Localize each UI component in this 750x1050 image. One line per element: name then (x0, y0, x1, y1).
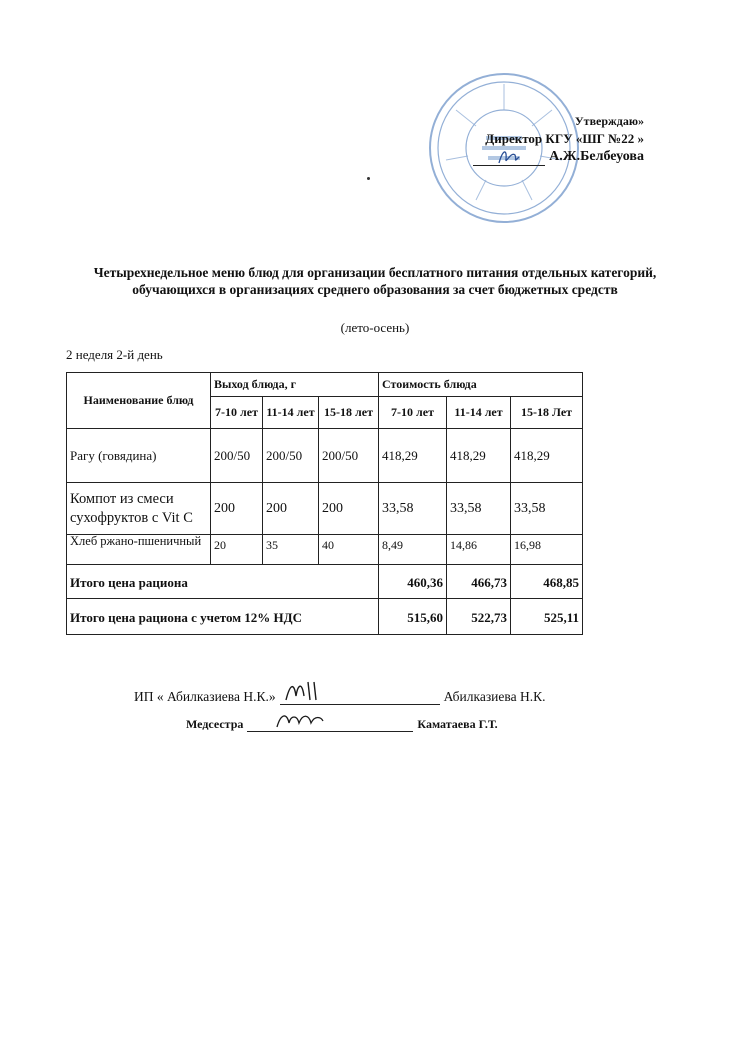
dish-name: Компот из смеси сухофруктов с Vit C (67, 483, 211, 535)
yield-cell: 200/50 (211, 429, 263, 483)
cost-cell: 418,29 (379, 429, 447, 483)
header-yield: Выход блюда, г (211, 373, 379, 397)
cost-cell: 8,49 (379, 535, 447, 565)
total-row (67, 565, 583, 599)
cost-cell: 33,58 (511, 483, 583, 535)
season-subtitle: (лето-осень) (340, 320, 410, 335)
cost-cell: 33,58 (379, 483, 447, 535)
total-vat-value: 522,73 (447, 599, 511, 635)
yield-cell: 20 (211, 535, 263, 565)
menu-table (66, 372, 583, 635)
header-age: 15-18 лет (319, 397, 379, 429)
dish-name: Хлеб ржано-пшеничный (67, 535, 211, 565)
header-age: 7-10 лет (211, 397, 263, 429)
approval-label: Утверждаю» (574, 114, 644, 128)
total-vat-row (67, 599, 583, 635)
table-row (67, 535, 583, 565)
week-day-label: 2 неделя 2-й день (66, 347, 163, 362)
yield-cell: 200 (319, 483, 379, 535)
dish-name: Рагу (говядина) (67, 429, 211, 483)
cost-cell: 33,58 (447, 483, 511, 535)
ip-label: ИП « Абилказиева Н.К.» (134, 689, 276, 704)
total-value: 468,85 (511, 565, 583, 599)
yield-cell: 35 (263, 535, 319, 565)
ip-signature-line (134, 688, 545, 705)
nurse-signature-line (186, 717, 498, 732)
director-name: А.Ж.Белбеуова (549, 149, 644, 164)
header-age: 15-18 Лет (511, 397, 583, 429)
header-age: 11-14 лет (263, 397, 319, 429)
director-signature (473, 151, 545, 166)
cost-cell: 418,29 (511, 429, 583, 483)
yield-cell: 200/50 (319, 429, 379, 483)
cost-cell: 418,29 (447, 429, 511, 483)
approval-block (473, 112, 644, 166)
header-cost: Стоимость блюда (379, 373, 583, 397)
cost-cell: 14,86 (447, 535, 511, 565)
total-value: 460,36 (379, 565, 447, 599)
director-title: Директор КГУ «ШГ №22 » (485, 131, 644, 146)
total-label: Итого цена рациона (67, 565, 379, 599)
yield-cell: 200 (263, 483, 319, 535)
nurse-name: Каматаева Г.Т. (417, 717, 498, 731)
yield-cell: 40 (319, 535, 379, 565)
header-age: 7-10 лет (379, 397, 447, 429)
table-header-row (67, 373, 583, 397)
table-row (67, 483, 583, 535)
ip-signature (280, 688, 440, 705)
header-dish-name: Наименование блюд (67, 373, 211, 429)
yield-cell: 200 (211, 483, 263, 535)
ip-name: Абилказиева Н.К. (443, 689, 546, 704)
ink-dot (367, 177, 370, 180)
total-value: 466,73 (447, 565, 511, 599)
total-vat-value: 515,60 (379, 599, 447, 635)
header-age: 11-14 лет (447, 397, 511, 429)
cost-cell: 16,98 (511, 535, 583, 565)
nurse-label: Медсестра (186, 717, 244, 731)
table-row (67, 429, 583, 483)
page-title: Четырехнедельное меню блюд для организации бесплатного питания отдельных категорий, обучающихся в организациях среднего образования за счет бюджетных средств (93, 265, 657, 297)
total-vat-label: Итого цена рациона с учетом 12% НДС (67, 599, 379, 635)
nurse-signature (247, 717, 413, 732)
yield-cell: 200/50 (263, 429, 319, 483)
total-vat-value: 525,11 (511, 599, 583, 635)
